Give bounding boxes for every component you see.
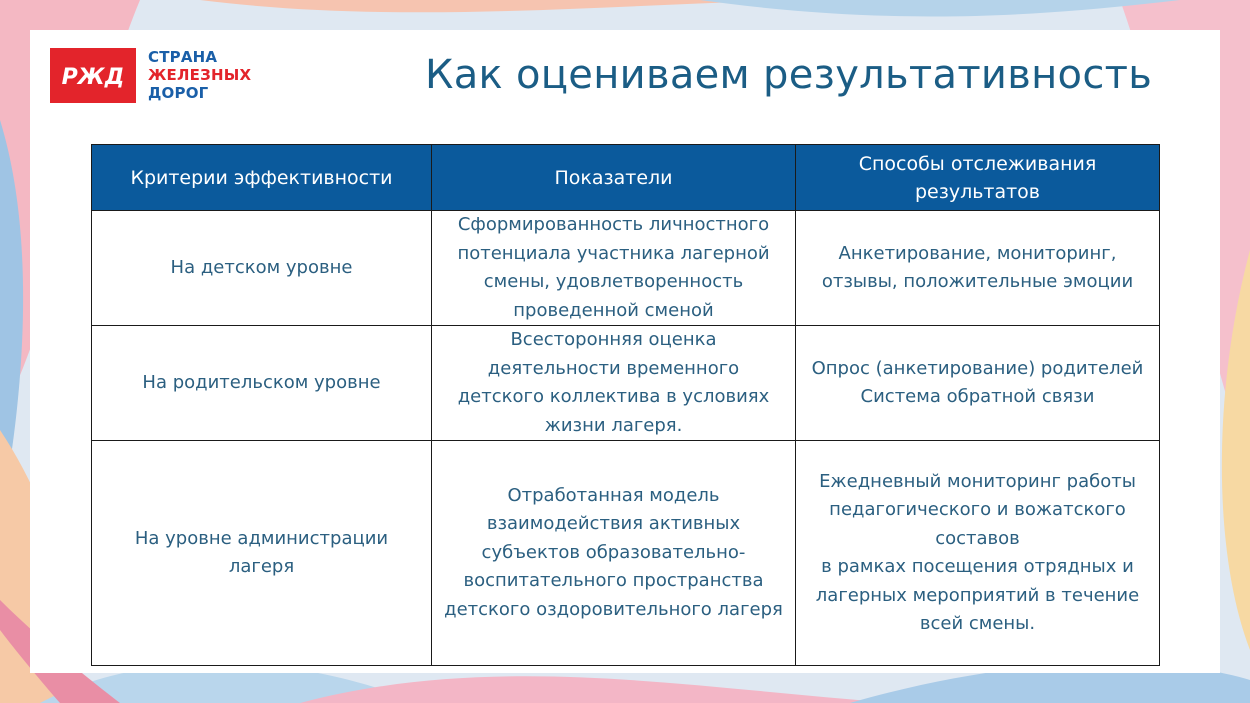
cell-criterion: На родительском уровне [92, 326, 432, 441]
logo-wordmark [148, 48, 251, 102]
effectiveness-table [91, 144, 1160, 666]
header-criteria: Критерии эффективности [92, 145, 432, 211]
cell-tracking: Ежедневный мониторинг работы педагогического и вожатского составов в рамках посещения отрядных и лагерных мероприятий в течение всей смены. [796, 441, 1160, 666]
cell-indicator: Сформированность личностного потенциала участника лагерной смены, удовлетворенность проведенной сменой [432, 211, 796, 326]
rzd-emblem [50, 48, 136, 103]
cell-tracking: Опрос (анкетирование) родителей Система обратной связи [796, 326, 1160, 441]
cell-indicator: Всесторонняя оценка деятельности временного детского коллектива в условиях жизни лагеря. [432, 326, 796, 441]
table-row [92, 441, 1160, 666]
rzd-emblem-text: РЖД [61, 64, 125, 90]
rzd-logo [50, 48, 265, 108]
table-header-row [92, 145, 1160, 211]
table-row [92, 326, 1160, 441]
cell-criterion: На детском уровне [92, 211, 432, 326]
cell-criterion: На уровне администрации лагеря [92, 441, 432, 666]
cell-tracking: Анкетирование, мониторинг, отзывы, положительные эмоции [796, 211, 1160, 326]
cell-indicator: Отработанная модель взаимодействия активных субъектов образовательно- воспитательного пространства детского оздоровительного лагеря [432, 441, 796, 666]
header-indicators: Показатели [432, 145, 796, 211]
logo-line-2: ЖЕЛЕЗНЫХ [148, 66, 252, 84]
rzd-emblem-mark [61, 61, 125, 91]
logo-line-1: СТРАНА [148, 48, 218, 66]
logo-line-3: ДОРОГ [148, 84, 209, 102]
slide-title: Как оцениваем результативность [425, 52, 1153, 98]
header-tracking-methods: Способы отслеживания результатов [796, 145, 1160, 211]
table-row [92, 211, 1160, 326]
